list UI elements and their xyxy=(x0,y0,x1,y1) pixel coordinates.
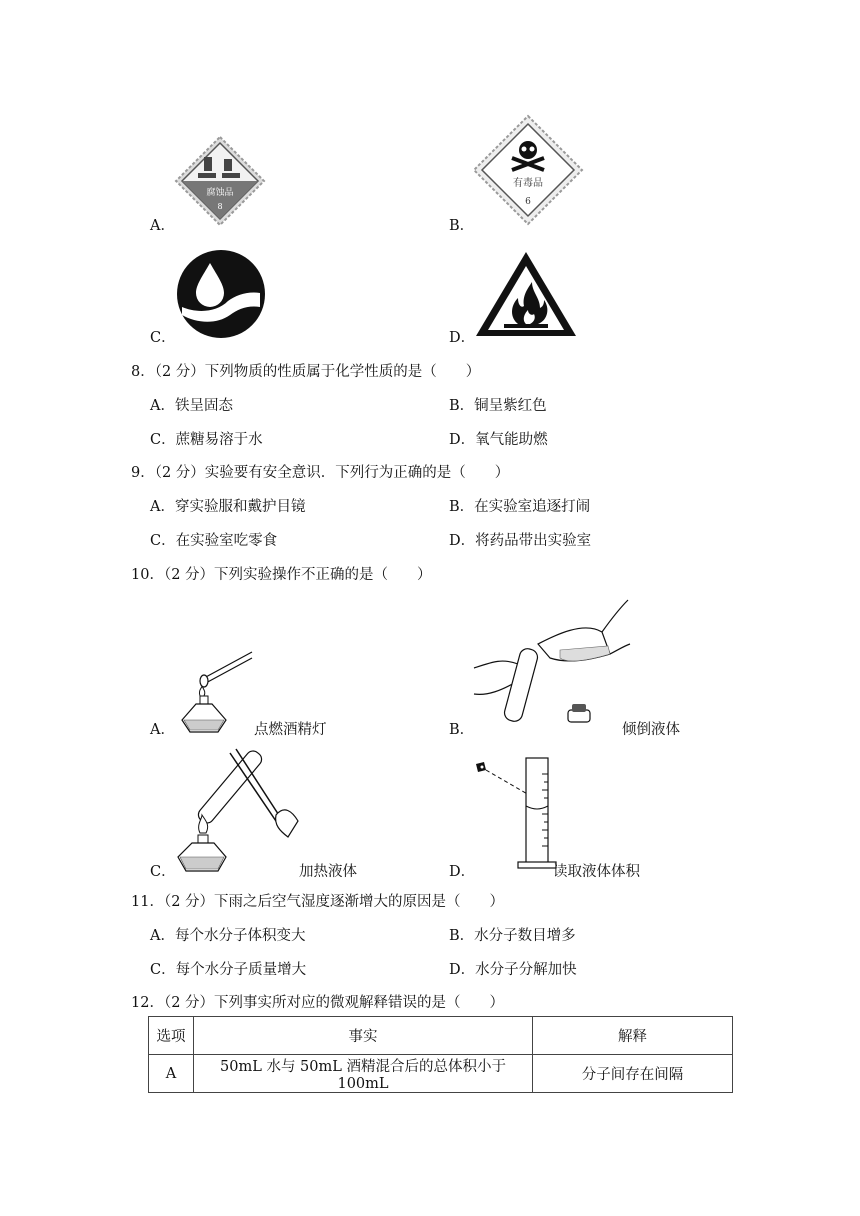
q10-option-b-label[interactable]: B． xyxy=(449,722,475,738)
sign-b-text: 有毒品 xyxy=(513,178,543,189)
q9-stem: 9．（2 分）实验要有安全意识．下列行为正确的是（ ） xyxy=(131,465,510,481)
sign-a-number: 8 xyxy=(217,202,223,211)
light-alcohol-lamp-icon xyxy=(174,650,254,736)
q10-option-c-label[interactable]: C． xyxy=(150,864,176,880)
q7-option-c-label[interactable]: C． xyxy=(150,330,176,346)
q9-option-c[interactable]: C．在实验室吃零食 xyxy=(150,533,278,549)
q11-stem: 11．（2 分）下雨之后空气湿度逐渐增大的原因是（ ） xyxy=(131,894,505,910)
q7-option-d-label[interactable]: D． xyxy=(449,330,476,346)
q10-caption-c: 加热液体 xyxy=(299,864,357,880)
q8-stem: 8．（2 分）下列物质的性质属于化学性质的是（ ） xyxy=(131,364,481,380)
toxic-sign-icon xyxy=(472,114,584,226)
q10-caption-b: 倾倒液体 xyxy=(622,722,680,738)
water-saving-sign-icon xyxy=(176,249,266,339)
q12-stem: 12．（2 分）下列事实所对应的微观解释错误的是（ ） xyxy=(131,995,505,1011)
q11-option-a[interactable]: A．每个水分子体积变大 xyxy=(150,928,306,944)
sign-b-number: 6 xyxy=(525,197,531,207)
q7-option-a-label[interactable]: A． xyxy=(150,218,175,234)
q8-option-a[interactable]: A．铁呈固态 xyxy=(150,398,233,414)
flammable-sign-icon xyxy=(474,250,578,338)
table-header-cell: 事实 xyxy=(194,1017,533,1055)
q9-option-b[interactable]: B．在实验室追逐打闹 xyxy=(449,499,591,515)
q11-option-c[interactable]: C．每个水分子质量增大 xyxy=(150,962,307,978)
q8-option-c[interactable]: C．蔗糖易溶于水 xyxy=(150,432,263,448)
table-header-row xyxy=(149,1017,733,1055)
q10-option-d-label[interactable]: D． xyxy=(449,864,476,880)
table-header-cell: 解释 xyxy=(533,1017,733,1055)
corrosive-sign-icon xyxy=(174,135,266,227)
q10-caption-a: 点燃酒精灯 xyxy=(254,722,327,738)
q12-table xyxy=(148,1016,733,1093)
q8-option-d[interactable]: D．氧气能助燃 xyxy=(449,432,548,448)
sign-a-text: 腐蚀品 xyxy=(206,188,234,198)
q9-option-d[interactable]: D．将药品带出实验室 xyxy=(449,533,592,549)
table-cell: 50mL 水与 50mL 酒精混合后的总体积小于 100mL xyxy=(194,1055,533,1093)
q10-caption-d: 读取液体体积 xyxy=(553,864,640,880)
read-cylinder-icon xyxy=(472,754,554,872)
table-cell: A xyxy=(149,1055,194,1093)
q10-option-a-label[interactable]: A． xyxy=(150,722,175,738)
table-row xyxy=(149,1055,733,1093)
q11-option-b[interactable]: B．水分子数目增多 xyxy=(449,928,576,944)
q8-option-b[interactable]: B．铜呈紫红色 xyxy=(449,398,547,414)
q7-option-b-label[interactable]: B． xyxy=(449,218,475,234)
q11-option-d[interactable]: D．水分子分解加快 xyxy=(449,962,577,978)
q10-stem: 10．（2 分）下列实验操作不正确的是（ ） xyxy=(131,567,432,583)
table-cell: 分子间存在间隔 xyxy=(533,1055,733,1093)
table-header-cell: 选项 xyxy=(149,1017,194,1055)
heat-liquid-icon xyxy=(172,745,300,875)
q9-option-a[interactable]: A．穿实验服和戴护目镜 xyxy=(150,499,306,515)
pour-liquid-icon xyxy=(472,598,632,728)
